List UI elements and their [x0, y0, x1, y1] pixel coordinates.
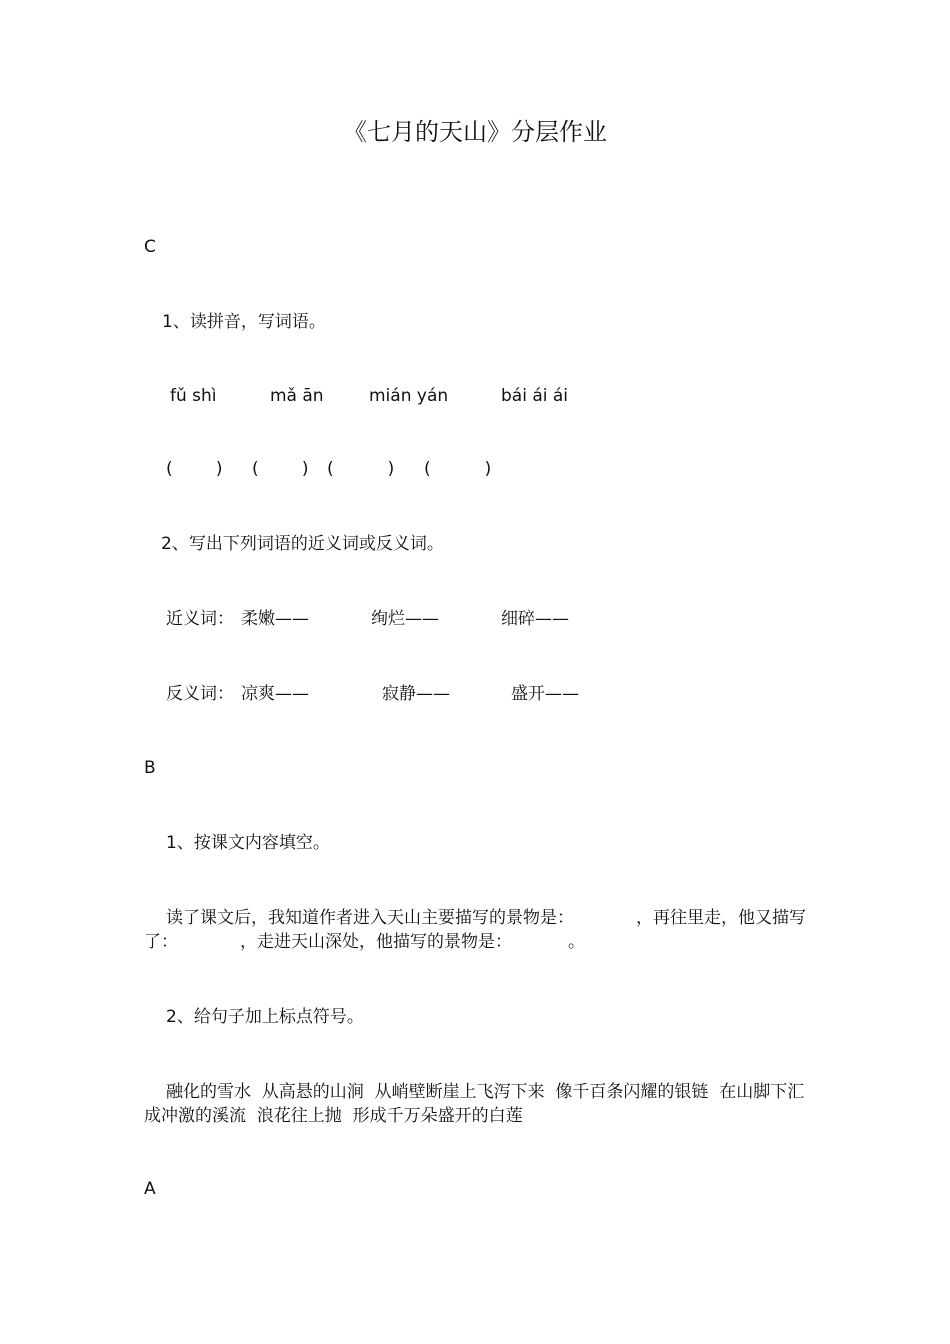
fill-text-4: 。 — [568, 932, 585, 952]
antonym-item-1: 凉爽—— — [241, 684, 309, 704]
pinyin-3: mián yán — [369, 386, 449, 406]
fill-text-1: 读了课文后，我知道作者进入天山主要描写的景物是： — [166, 908, 574, 928]
synonym-item-1: 柔嫩—— — [241, 609, 309, 629]
b-q1-fill-paragraph — [144, 906, 812, 954]
page-title: 《七月的天山》分层作业 — [343, 118, 607, 146]
punctuation-sentence — [144, 1080, 812, 1128]
fill-text-2: ，再往里走，他又描写了： — [144, 908, 806, 952]
c-q2-prompt: 2、写出下列词语的近义词或反义词。 — [161, 534, 444, 554]
synonym-item-2: 绚烂—— — [371, 609, 439, 629]
pinyin-1: fǔ shì — [170, 386, 217, 406]
c-q1-prompt: 1、读拼音，写词语。 — [162, 312, 326, 332]
answer-bracket-2: ( ) — [252, 459, 309, 479]
section-a-label: A — [144, 1179, 156, 1199]
section-c-label: C — [144, 237, 156, 257]
fill-text-3: ，走进天山深处，他描写的景物是： — [240, 932, 512, 952]
section-b-label: B — [144, 758, 156, 778]
punctuation-sentence-text: 融化的雪水 从高悬的山涧 从峭壁断崖上飞泻下来 像千百条闪耀的银链 在山脚下汇成冲激的溪流 浪花往上抛 形成千万朵盛开的白莲 — [144, 1082, 805, 1126]
b-q1-prompt: 1、按课文内容填空。 — [166, 833, 330, 853]
synonym-label: 近义词： — [166, 609, 234, 629]
pinyin-4: bái ái ái — [501, 386, 569, 406]
antonym-item-2: 寂静—— — [382, 684, 450, 704]
pinyin-2: mǎ ān — [270, 386, 324, 406]
answer-bracket-1: ( ) — [166, 459, 223, 479]
answer-bracket-4: ( ) — [424, 459, 492, 479]
synonym-item-3: 细碎—— — [501, 609, 569, 629]
antonym-label: 反义词： — [166, 684, 234, 704]
antonym-item-3: 盛开—— — [511, 684, 579, 704]
b-q2-prompt: 2、给句子加上标点符号。 — [166, 1007, 364, 1027]
answer-bracket-3: ( ) — [327, 459, 395, 479]
